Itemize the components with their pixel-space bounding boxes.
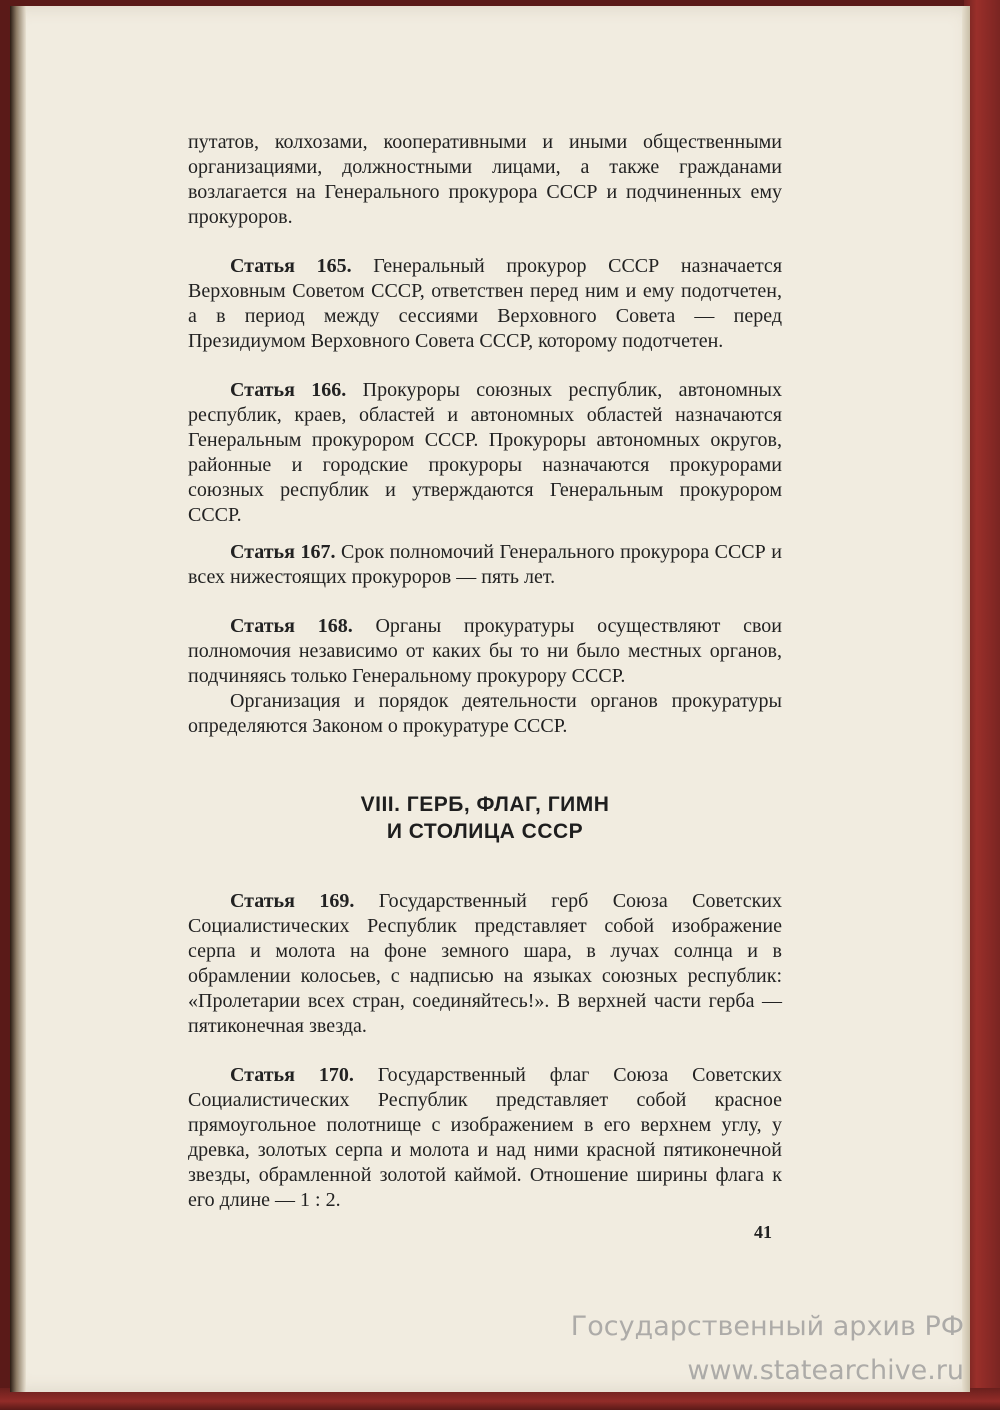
article-167 [188, 540, 782, 590]
section-heading-line-1: VIII. ГЕРБ, ФЛАГ, ГИМН [360, 793, 610, 816]
section-heading [188, 791, 782, 845]
article-text: Государственный герб Союза Советских Социалистических Республик представляет собой изображение серпа и молота на фоне земного шара, в лучах солнца и в обрамлении колосьев, с надписью на языках союзных республик: «Пролетарии всех стран, соединяйтесь!». В верхней части герба — пятиконечная звезда. [188, 890, 783, 1037]
page-edge [962, 6, 970, 1392]
article-number: Статья 170. [230, 1064, 354, 1086]
section-heading-line-2: И СТОЛИЦА СССР [386, 820, 584, 843]
article-text: Прокуроры союзных республик, автономных республик, краев, областей и автономных областей назначаются Генеральным прокурором СССР. Прокуроры автономных округов, районные и городские прокуроры назначаются прокурорами союзных республик и утверждаются Генеральным прокурором СССР. [188, 379, 782, 526]
archive-watermark [571, 1305, 964, 1393]
article-number: Статья 166. [230, 379, 347, 401]
paragraph-continuation [188, 130, 782, 230]
page-text-block [188, 130, 782, 1213]
article-166 [188, 378, 782, 528]
article-text: Срок полномочий Генерального прокурора СССР и всех нижестоящих прокуроров — пять лет. [188, 541, 782, 588]
watermark-url: www.statearchive.ru [687, 1355, 964, 1386]
article-text: Государственный флаг Союза Советских Социалистических Республик представляет собой красное прямоугольное полотнище с изображением в его верхнем углу, у древка, золотых серпа и молота и над ними красной пятиконечной звезды, обрамленной золотой каймой. Отношение ширины флага к его длине — 1 : 2. [188, 1064, 783, 1211]
article-text: Органы прокуратуры осуществляют свои полномочия независимо от каких бы то ни было местных органов, подчиняясь только Генеральному прокурору СССР. [188, 615, 782, 687]
article-number: Статья 169. [230, 890, 355, 912]
article-168 [188, 614, 782, 689]
article-number: Статья 165. [230, 255, 352, 277]
article-169 [188, 889, 782, 1039]
paragraph-text: путатов, колхозами, кооперативными и иными общественными организациями, должностными лицами, а также гражданами возлагается на Генерального прокурора СССР и подчиненных ему прокуроров. [188, 131, 782, 228]
article-165 [188, 254, 782, 354]
article-number: Статья 167. [230, 541, 336, 563]
page-number: 41 [754, 1222, 772, 1242]
watermark-archive-name: Государственный архив РФ [570, 1311, 964, 1342]
article-number: Статья 168. [230, 615, 353, 637]
scanned-page [10, 6, 970, 1392]
article-text: Генеральный прокурор СССР назначается Верховным Советом СССР, ответствен перед ним и ему подотчетен, а в период между сессиями Верховного Совета — перед Президиумом Верховного Совета СССР, которому подотчетен. [188, 255, 783, 352]
article-170 [188, 1063, 782, 1213]
page-gutter [10, 6, 26, 1392]
article-168-continuation [188, 689, 782, 739]
paragraph-text: Организация и порядок деятельности органов прокуратуры определяются Законом о прокуратуре СССР. [188, 690, 782, 737]
